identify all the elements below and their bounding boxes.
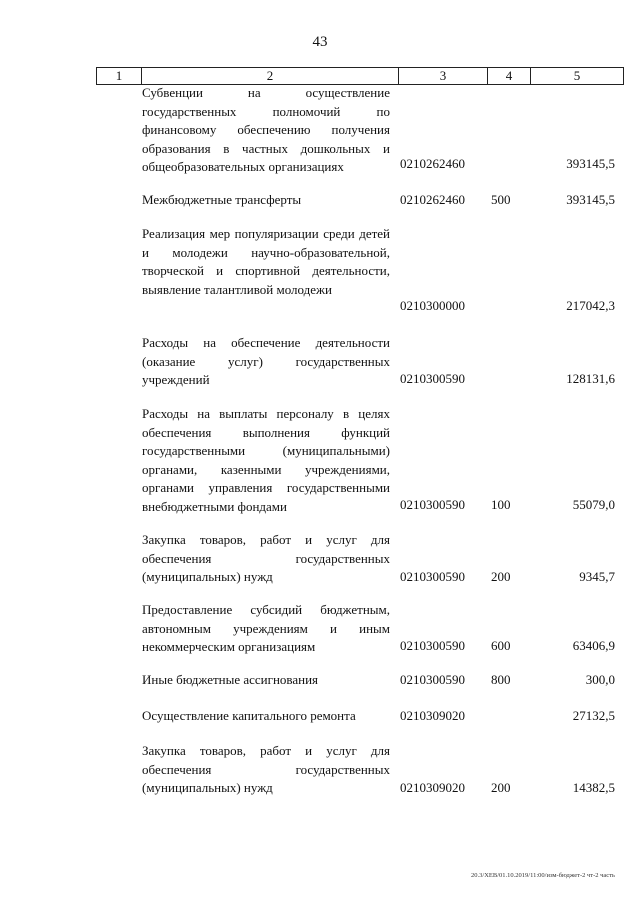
row-name: Реализация мер популяризации среди детей и молодежи научно-образовательной, творческой и спортивной деятельности, выявление талантливой молодежи — [142, 226, 390, 297]
row-amount: 9345,7 — [579, 569, 615, 584]
row-type: 200 — [491, 780, 511, 795]
column-header-4: 4 — [488, 68, 531, 85]
row-amount: 393145,5 — [566, 192, 615, 207]
row-code: 0210309020 — [400, 780, 465, 795]
row-amount: 393145,5 — [566, 156, 615, 171]
row-code: 0210262460 — [400, 192, 465, 207]
row-name: Иные бюджетные ассигнования — [142, 672, 319, 687]
row-code: 0210300590 — [400, 569, 465, 584]
row-code: 0210300590 — [400, 371, 465, 386]
page-number: 43 — [312, 34, 328, 50]
row-amount: 14382,5 — [572, 780, 615, 795]
row-type: 200 — [491, 569, 511, 584]
row-amount: 63406,9 — [572, 638, 615, 653]
row-name: Расходы на обеспечение деятельности (оказание услуг) государственных учреждений — [142, 335, 390, 387]
row-name: Предоставление субсидий бюджетным, автономным учреждениям и иным некоммерческим организациям — [142, 602, 390, 654]
column-header-2: 2 — [142, 68, 399, 85]
row-name: Субвенции на осуществление государственных полномочий по финансовому обеспечению получения образования в частных дошкольных и общеобразовательных организациях — [142, 85, 390, 174]
row-code: 0210262460 — [400, 156, 465, 171]
row-name: Закупка товаров, работ и услуг для обеспечения государственных (муниципальных) нужд — [142, 532, 390, 584]
row-amount: 300,0 — [585, 672, 615, 687]
row-name: Расходы на выплаты персоналу в целях обеспечения выполнения функций государственными (муниципальными) органами, казенными учреждениями, органами управления государственными внебюджетными фондами — [142, 406, 390, 514]
column-header-row — [97, 68, 624, 85]
row-code: 0210309020 — [400, 708, 465, 723]
row-type: 100 — [491, 497, 511, 512]
column-header-5: 5 — [531, 68, 624, 85]
row-name: Закупка товаров, работ и услуг для обеспечения государственных (муниципальных) нужд — [142, 743, 390, 795]
row-type: 600 — [491, 638, 511, 653]
row-type: 500 — [491, 192, 511, 207]
row-code: 0210300590 — [400, 672, 465, 687]
row-amount: 27132,5 — [572, 708, 615, 723]
document-footer: 20.3/XEB/01.10.2019/11:00/изм-бюджет-2 чт-2 часть — [471, 872, 615, 879]
row-code: 0210300000 — [400, 298, 465, 313]
row-amount: 128131,6 — [566, 371, 615, 386]
column-header-3: 3 — [399, 68, 488, 85]
row-amount: 55079,0 — [572, 497, 615, 512]
row-amount: 217042,3 — [566, 298, 615, 313]
row-code: 0210300590 — [400, 638, 465, 653]
column-header-1: 1 — [97, 68, 142, 85]
row-name: Осуществление капитального ремонта — [142, 708, 356, 723]
row-name: Межбюджетные трансферты — [142, 192, 302, 207]
column-header-table — [96, 67, 624, 85]
row-type: 800 — [491, 672, 511, 687]
row-code: 0210300590 — [400, 497, 465, 512]
